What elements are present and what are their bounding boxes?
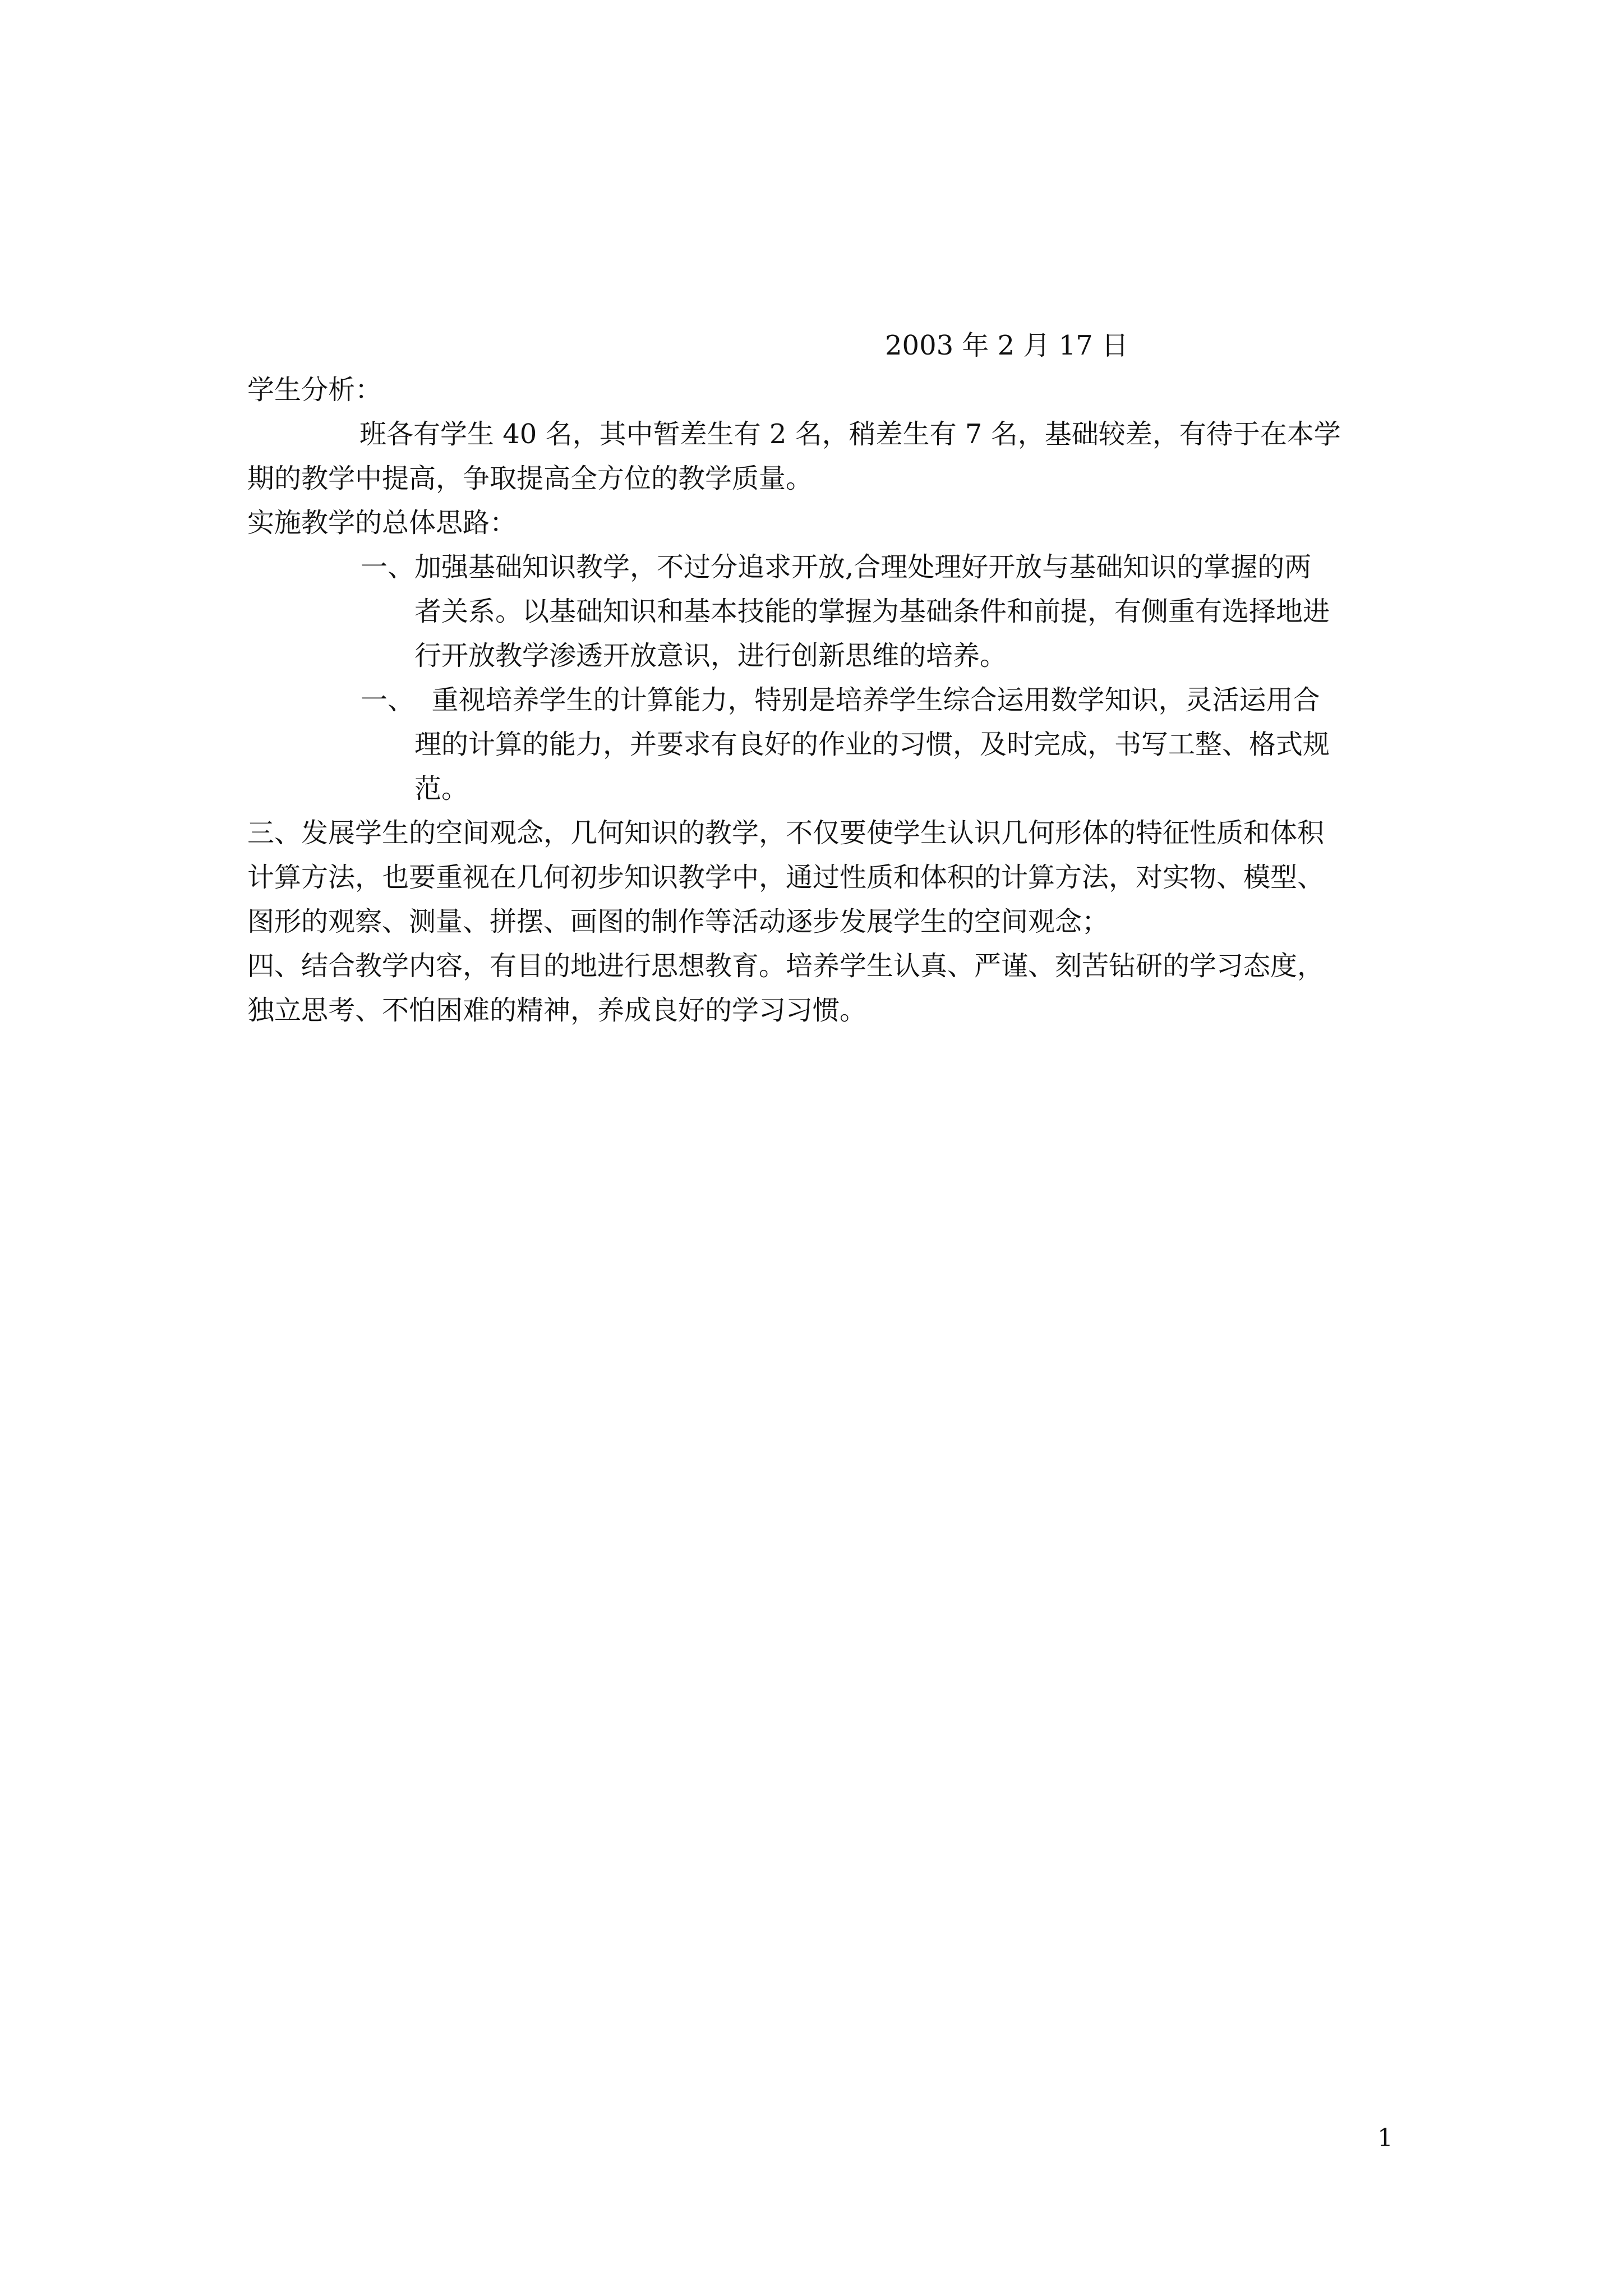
list-item-calculation-ability (247, 678, 1380, 811)
student-analysis-paragraph-line: 期的教学中提高，争取提高全方位的教学质量。 (247, 463, 813, 494)
list-item-line: 计算方法，也要重视在几何初步知识教学中，通过性质和体积的计算方法，对实物、模型、 (247, 862, 1325, 893)
list-item-line: 图形的观察、测量、拼摆、画图的制作等活动逐步发展学生的空间观念； (247, 906, 1109, 937)
list-item-line: 行开放教学渗透开放意识，进行创新思维的培养。 (414, 640, 1007, 671)
list-item-line: 范。 (414, 773, 469, 804)
page-number: 1 (1377, 2124, 1393, 2152)
list-item-line: 理的计算的能力，并要求有良好的作业的习惯，及时完成，书写工整、格式规 (414, 729, 1330, 760)
list-item-ideological-education (247, 944, 1380, 1033)
document-date: 2003 年 2 月 17 日 (885, 330, 1129, 361)
section-heading-student-analysis: 学生分析： (247, 374, 382, 406)
list-item-basic-knowledge (247, 545, 1380, 678)
document-body (247, 324, 1380, 1033)
section-heading-teaching-approach: 实施教学的总体思路： (247, 507, 517, 539)
list-item-spatial-concepts (247, 811, 1380, 944)
student-analysis-paragraph-line: 班各有学生 40 名，其中暂差生有 2 名，稍差生有 7 名，基础较差，有待于在本学 (359, 418, 1341, 450)
list-item-line: 独立思考、不怕困难的精神，养成良好的学习习惯。 (247, 995, 867, 1026)
list-item-line: 四、结合教学内容，有目的地进行思想教育。培养学生认真、严谨、刻苦钻研的学习态度， (247, 950, 1325, 982)
list-item-line: 三、发展学生的空间观念，几何知识的教学，不仅要使学生认识几何形体的特征性质和体积 (247, 817, 1325, 849)
list-item-line: 者关系。以基础知识和基本技能的掌握为基础条件和前提，有侧重有选择地进 (414, 596, 1330, 627)
list-item-line: 一、加强基础知识教学，不过分追求开放,合理处理好开放与基础知识的掌握的两 (361, 551, 1312, 583)
list-item-line: 一、 重视培养学生的计算能力，特别是培养学生综合运用数学知识，灵活运用合 (361, 684, 1320, 716)
